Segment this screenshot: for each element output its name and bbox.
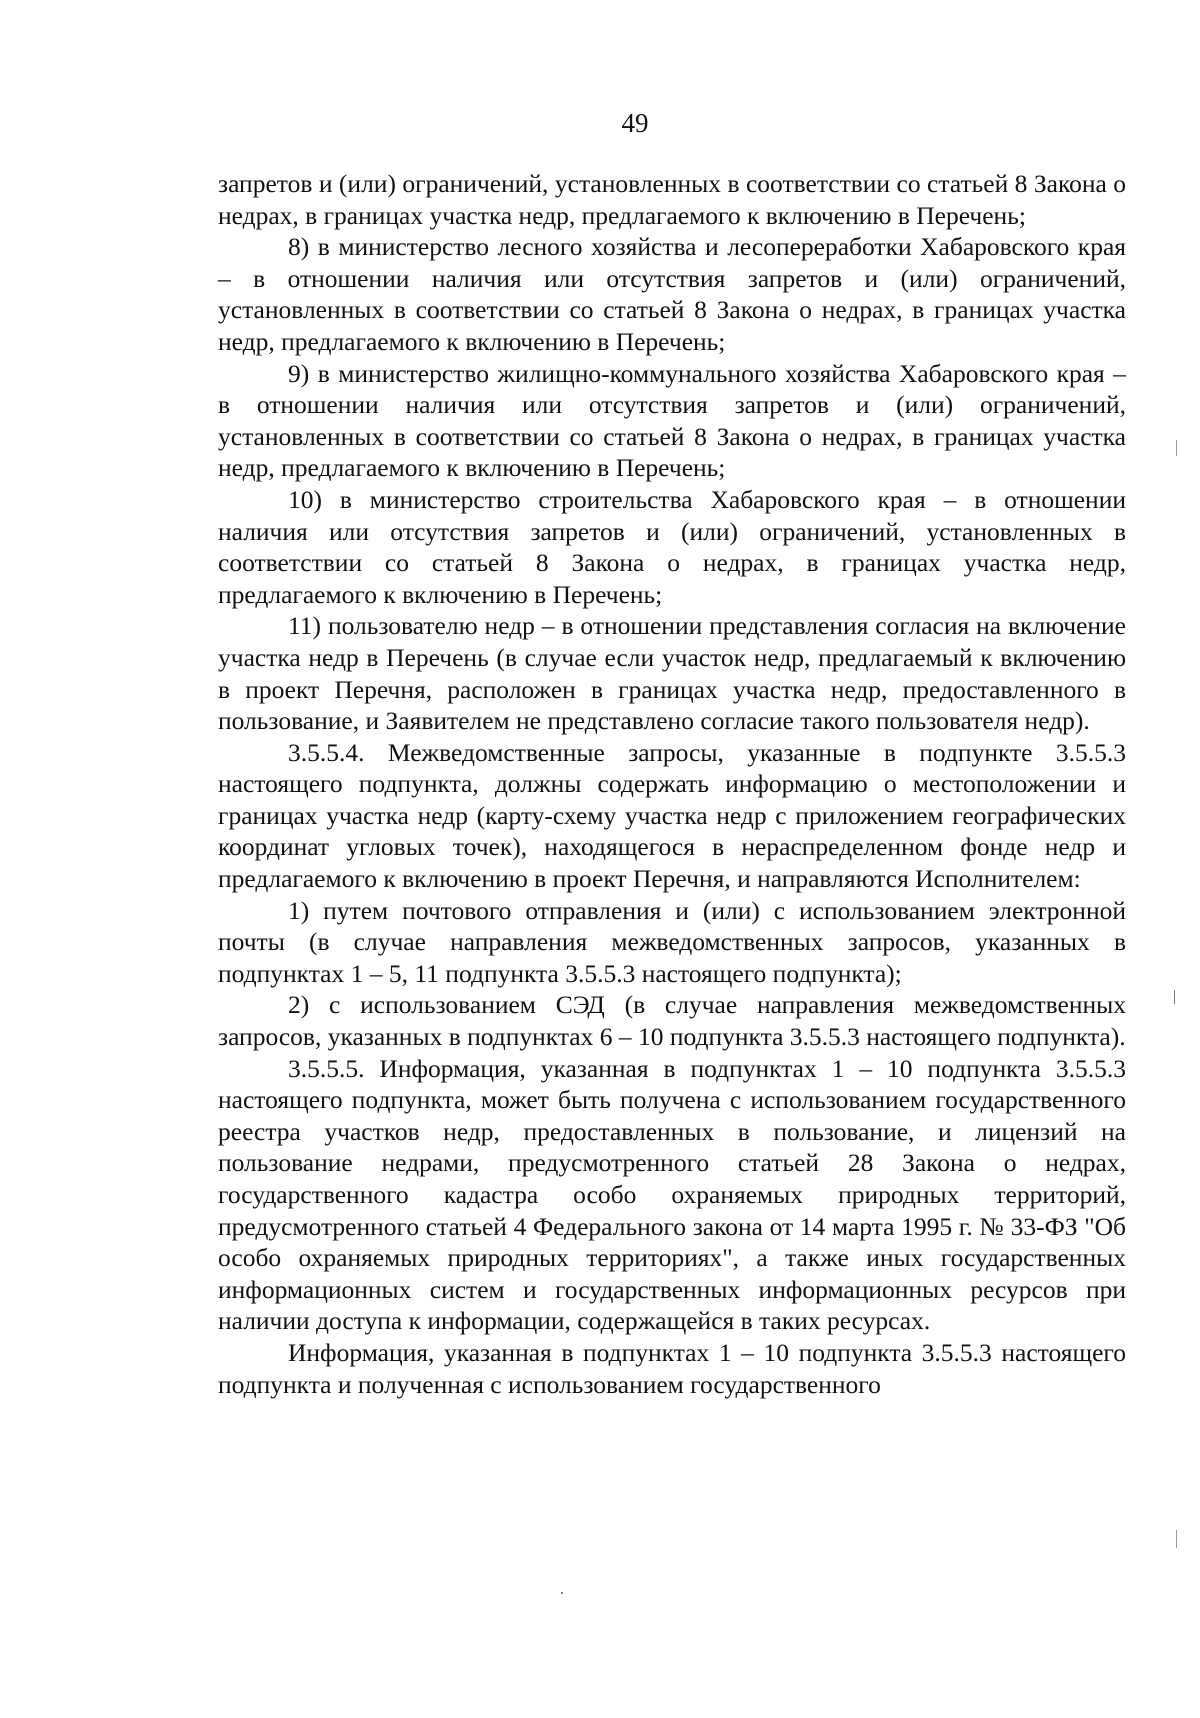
paragraph-continuation: запретов и (или) ограничений, установленных в соответствии со статьей 8 Закона о недрах, в границах участка недр, предлагаемого к включению в Перечень; <box>218 169 1126 230</box>
scan-artifact-mark <box>1176 440 1177 456</box>
document-body <box>218 168 1126 1400</box>
paragraph-information: Информация, указанная в подпунктах 1 – 10 подпункта 3.5.5.3 настоящего подпункта и полученная с использованием государственного <box>218 1337 1126 1399</box>
paragraph-method-2: 2) с использованием СЭД (в случае направления межведомственных запросов, указанных в подпунктах 6 – 10 подпункта 3.5.5.3 настоящего подпункта). <box>218 990 1126 1052</box>
scan-artifact-mark <box>1174 990 1175 1004</box>
paragraph-3-5-5-4: 3.5.5.4. Межведомственные запросы, указанные в подпункте 3.5.5.3 настоящего подпункта, должны содержать информацию о местоположении и границах участка недр (карту-схему участка недр с приложением географических координат угловых точек), находящегося в нераспределенном фонде недр и предлагаемого к включению в проект Перечня, и направляются Исполнителем: <box>218 737 1126 894</box>
paragraph-item-10: 10) в министерство строительства Хабаровского края – в отношении наличия или отсутствия запретов и (или) ограничений, установленных в соответствии со статьей 8 Закона о недрах, в границах участка недр, предлагаемого к включению в Перечень; <box>218 484 1126 609</box>
paragraph-item-11: 11) пользователю недр – в отношении представления согласия на включение участка недр в Перечень (в случае если участок недр, предлагаемый к включению в проект Перечня, расположен в границах участка недр, предоставленного в пользование, и Заявителем не представлено согласие такого пользователя недр). <box>218 611 1126 736</box>
scan-artifact-mark <box>1176 1530 1177 1548</box>
paragraph-item-8: 8) в министерство лесного хозяйства и лесопереработки Хабаровского края – в отношении наличия или отсутствия запретов и (или) ограничений, установленных в соответствии со статьей 8 Закона о недрах, в границах участка недр, предлагаемого к включению в Перечень; <box>218 232 1126 356</box>
page-number: 49 <box>621 108 649 138</box>
scan-artifact-dot <box>561 1592 563 1594</box>
paragraph-3-5-5-5: 3.5.5.5. Информация, указанная в подпунктах 1 – 10 подпункта 3.5.5.3 настоящего подпункта, может быть получена с использованием государственного реестра участков недр, предоставленных в пользование, и лицензий на пользование недрами, предусмотренного статьей 28 Закона о недрах, государственного кадастра особо охраняемых природных территорий, предусмотренного статьей 4 Федерального закона от 14 марта 1995 г. № 33-ФЗ "Об особо охраняемых природных территориях", а также иных государственных информационных систем и государственных информационных ресурсов при наличии доступа к информации, содержащейся в таких ресурсах. <box>218 1053 1126 1336</box>
paragraph-method-1: 1) путем почтового отправления и (или) с использованием электронной почты (в случае направления межведомственных запросов, указанных в подпунктах 1 – 5, 11 подпункта 3.5.5.3 настоящего подпункта); <box>218 895 1126 988</box>
paragraph-item-9: 9) в министерство жилищно-коммунального хозяйства Хабаровского края – в отношении наличия или отсутствия запретов и (или) ограничений, установленных в соответствии со статьей 8 Закона о недрах, в границах участка недр, предлагаемого к включению в Перечень; <box>218 358 1126 483</box>
